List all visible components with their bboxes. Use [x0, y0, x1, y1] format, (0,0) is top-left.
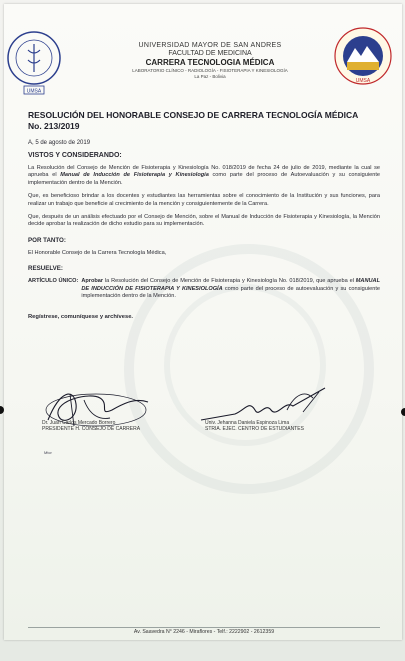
labs-line: LABORATORIO CLÍNICO - RADIOLOGÍA - FISIOTERAPIA Y KINESIOLOGÍA — [132, 68, 288, 73]
svg-text:UMSA: UMSA — [355, 78, 371, 84]
initials-mark: Mtcr — [44, 450, 52, 455]
articulo-label: ARTÍCULO ÚNICO: — [28, 278, 79, 285]
career-name: CARRERA TECNOLOGIA MÉDICA — [145, 58, 275, 67]
p1-text-b: como parte del proceso de Autoevaluación y su consiguiente implementación dentro de la Mención. — [28, 172, 380, 186]
articulo-text — [81, 278, 380, 300]
location-line: La Paz - Bolivia — [194, 74, 226, 79]
university-name: UNIVERSIDAD MAYOR DE SAN ANDRES — [138, 42, 282, 49]
signature-block — [30, 380, 370, 455]
left-signatory-role: PRESIDENTE H. CONSEJO DE CARRERA — [42, 426, 141, 432]
svg-text:UMSA: UMSA — [26, 88, 42, 95]
paragraph-2: Que, es beneficioso brindar a los docentes y estudiantes las herramientas sobre el conocimiento de la Institución y sus funciones, para realizar un trabajo que beneficie al crecimiento de la mención y consiguientemente de la Carrera. — [28, 193, 380, 207]
p1-emphasis: Manual de Inducción de Fisioterapia y Kinesiología — [60, 172, 209, 179]
right-signatory-name: Univ. Jehanna Daniela Espinoza Lima — [205, 420, 290, 426]
letterhead — [95, 42, 325, 80]
left-signatory-name: Dr. Juan Carlos Mercado Borrero — [42, 420, 116, 426]
footer-address: Av. Saavedra N° 2246 - Miraflores - Telf.: 2222902 - 2612359 — [133, 629, 275, 635]
resuelve-label: RESUELVE: — [28, 265, 63, 273]
left-signatory — [42, 420, 140, 432]
right-signatory — [205, 420, 304, 432]
por-tanto-label: POR TANTO: — [28, 236, 66, 244]
footer-divider — [28, 627, 380, 628]
paragraph-4: El Honorable Consejo de la Carrera Tecnología Médica, — [28, 249, 167, 256]
faculty-name: FACULTAD DE MEDICINA — [168, 50, 252, 57]
art-text-b: la Resolución del Consejo de Mención de Fisioterapia y Kinesiología No. 018/2019, que aprueba el — [103, 278, 356, 285]
paragraph-1 — [28, 165, 380, 187]
title-line-1: RESOLUCIÓN DEL HONORABLE CONSEJO DE CARRERA TECNOLOGÍA MÉDICA — [28, 110, 359, 120]
resolution-title — [28, 110, 380, 132]
closing-line: Regístrese, comuníquese y archívese. — [28, 314, 134, 321]
paper-sheet — [4, 4, 402, 640]
title-line-2: No. 213/2019 — [28, 121, 80, 131]
resolution-body — [28, 110, 380, 320]
career-seal-logo — [333, 24, 393, 90]
binder-hole-right — [401, 408, 405, 416]
section-vistos: VISTOS Y CONSIDERANDO: — [28, 152, 122, 159]
paragraph-3: Que, después de un análisis efectuado por el Consejo de Mención, sobre el Manual de Inducción de Fisioterapia y Kinesiología, la Mención decide aprobar la realización de dicho estudio para su implementación. — [28, 214, 380, 228]
faculty-seal-logo — [6, 28, 62, 102]
art-text-a: Aprobar — [81, 278, 104, 285]
art-emphasis: MANUAL DE INDUCCIÓN DE FISIOTERAPIA Y KINESIOLOGÍA — [81, 278, 380, 292]
resolution-date: A, 5 de agosto de 2019 — [28, 140, 91, 146]
right-signatory-role: STRIA. EJEC. CENTRO DE ESTUDIANTES — [205, 426, 304, 432]
art-text-c: como parte del proceso de autoevaluación y su consiguiente implementación dentro de la Mención. — [81, 285, 381, 300]
p1-text-a: La Resolución del Consejo de Mención de Fisioterapia y Kinesiología No. 018/2019 de fecha 24 de julio de 2019, mediante la cual se aprueba el — [28, 165, 380, 179]
articulo-unico — [28, 278, 380, 300]
